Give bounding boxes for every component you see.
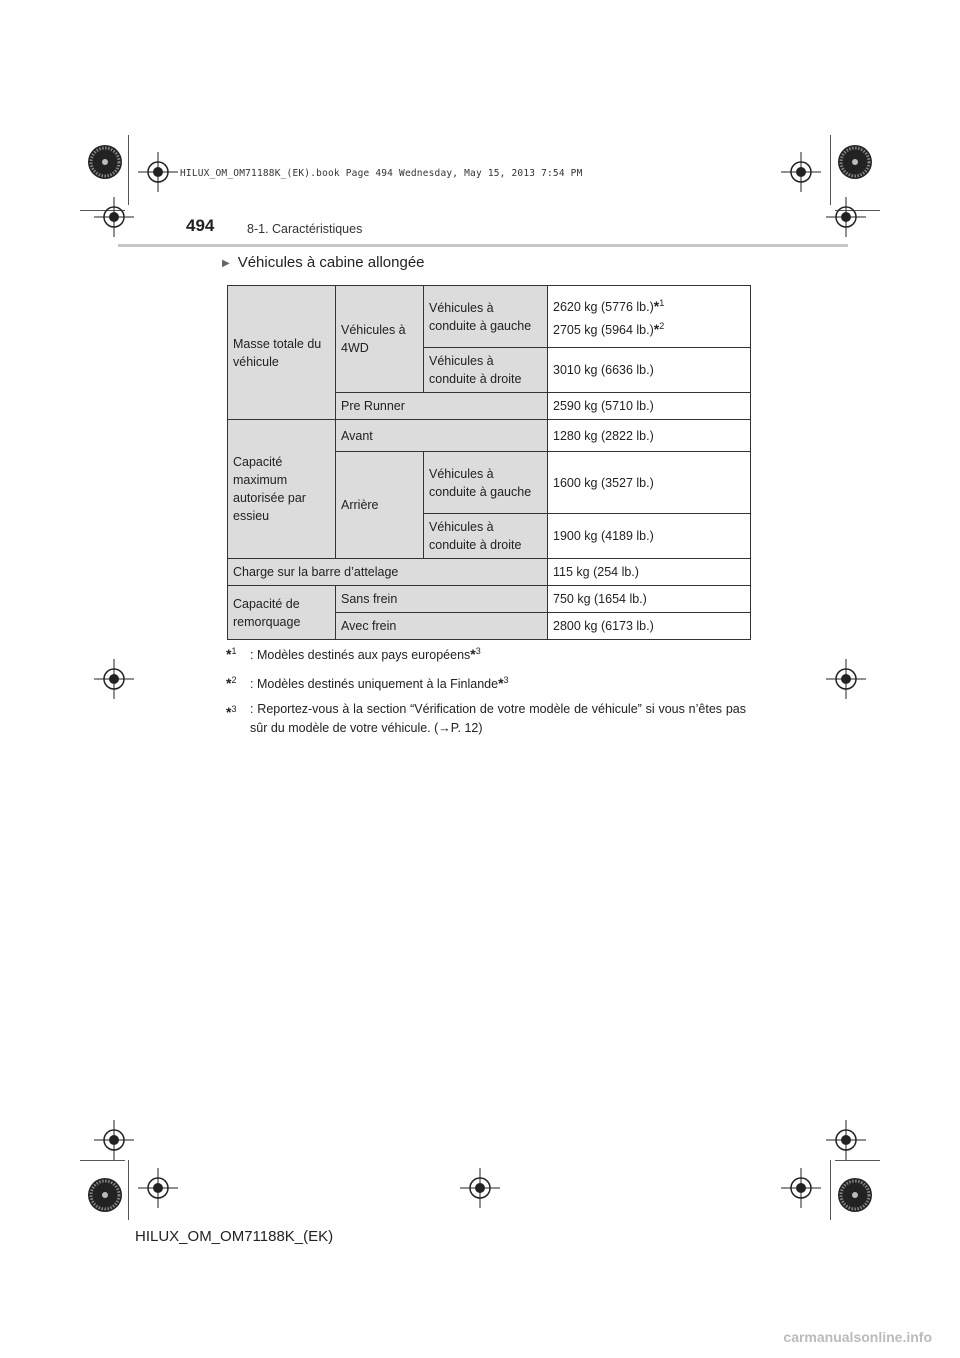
footer-code: HILUX_OM_OM71188K_(EK) — [135, 1228, 334, 1245]
cell-conduite-gauche: Véhicules à conduite à gauche — [424, 286, 548, 348]
cell-masse: Masse totale du véhicule — [228, 286, 336, 420]
cell-val-2620-2705: 2620 kg (5776 lb.)*$^1$ 2705 kg (5964 lb.)*$^2$ — [548, 286, 751, 348]
cell-val-2800: 2800 kg (6173 lb.) — [548, 613, 751, 640]
header-rule — [118, 244, 848, 247]
footnotes — [226, 642, 746, 744]
footnote-text: Reportez-vous à la section “Vérification de votre modèle de véhicule” si vous n’êtes pas sûr du modèle de votre véhicule. (→P. 12) — [250, 702, 746, 736]
footnote: *$^3$ : Reportez-vous à la section “Vérification de votre modèle de véhicule” si vous n’êtes pas sûr du modèle de votre véhicule. (→P. 12) — [226, 702, 746, 736]
watermark: carmanualsonline.info — [783, 1329, 932, 1345]
cell-val-1280: 1280 kg (2822 lb.) — [548, 420, 751, 452]
cell-conduite-droite: Véhicules à conduite à droite — [424, 348, 548, 393]
cell-avant: Avant — [336, 420, 548, 452]
ref-1: 1 — [659, 298, 665, 309]
table-row — [228, 559, 751, 586]
cell-val-750: 750 kg (1654 lb.) — [548, 586, 751, 613]
cell-capacite-max: Capacité maximum autorisée par essieu — [228, 420, 336, 559]
cell-conduite-droite-2: Véhicules à conduite à droite — [424, 514, 548, 559]
book-stamp: HILUX_OM_OM71188K_(EK).book Page 494 Wednesday, May 15, 2013 7:54 PM — [180, 168, 583, 179]
cell-val-1900: 1900 kg (4189 lb.) — [548, 514, 751, 559]
cell-sans-frein: Sans frein — [336, 586, 548, 613]
table-row — [228, 420, 751, 452]
table-row — [228, 286, 751, 348]
footnote: *$^1$ : Modèles destinés aux pays européens*$^3$ — [226, 646, 481, 663]
cell-capacite-remorquage: Capacité de remorquage — [228, 586, 336, 640]
section-title: 8-1. Caractéristiques — [247, 222, 363, 236]
spec-table — [227, 285, 751, 640]
val-2705: 2705 kg (5964 lb.) — [553, 322, 654, 337]
cell-val-3010: 3010 kg (6636 lb.) — [548, 348, 751, 393]
cell-charge-barre: Charge sur la barre d’attelage — [228, 559, 548, 586]
subheading-text: Véhicules à cabine allongée — [237, 254, 425, 271]
cell-avec-frein: Avec frein — [336, 613, 548, 640]
cell-pre-runner: Pre Runner — [336, 393, 548, 420]
cell-val-2590: 2590 kg (5710 lb.) — [548, 393, 751, 420]
ref-2: 2 — [659, 320, 665, 331]
cell-conduite-gauche-2: Véhicules à conduite à gauche — [424, 452, 548, 514]
cell-4wd: Véhicules à 4WD — [336, 286, 424, 393]
footnote: *$^2$ : Modèles destinés uniquement à la Finlande*$^3$ — [226, 675, 509, 692]
page-number: 494 — [186, 216, 215, 235]
cell-val-1600: 1600 kg (3527 lb.) — [548, 452, 751, 514]
footnote-text: Modèles destinés uniquement à la Finlande — [256, 677, 499, 692]
triangle-icon: ▶ — [222, 258, 230, 269]
table-row — [228, 586, 751, 613]
subheading — [222, 254, 425, 271]
val-2620: 2620 kg (5776 lb.) — [553, 300, 654, 315]
cell-arriere: Arrière — [336, 452, 424, 559]
cell-val-115: 115 kg (254 lb.) — [548, 559, 751, 586]
footnote-text: Modèles destinés aux pays européens — [256, 648, 471, 663]
